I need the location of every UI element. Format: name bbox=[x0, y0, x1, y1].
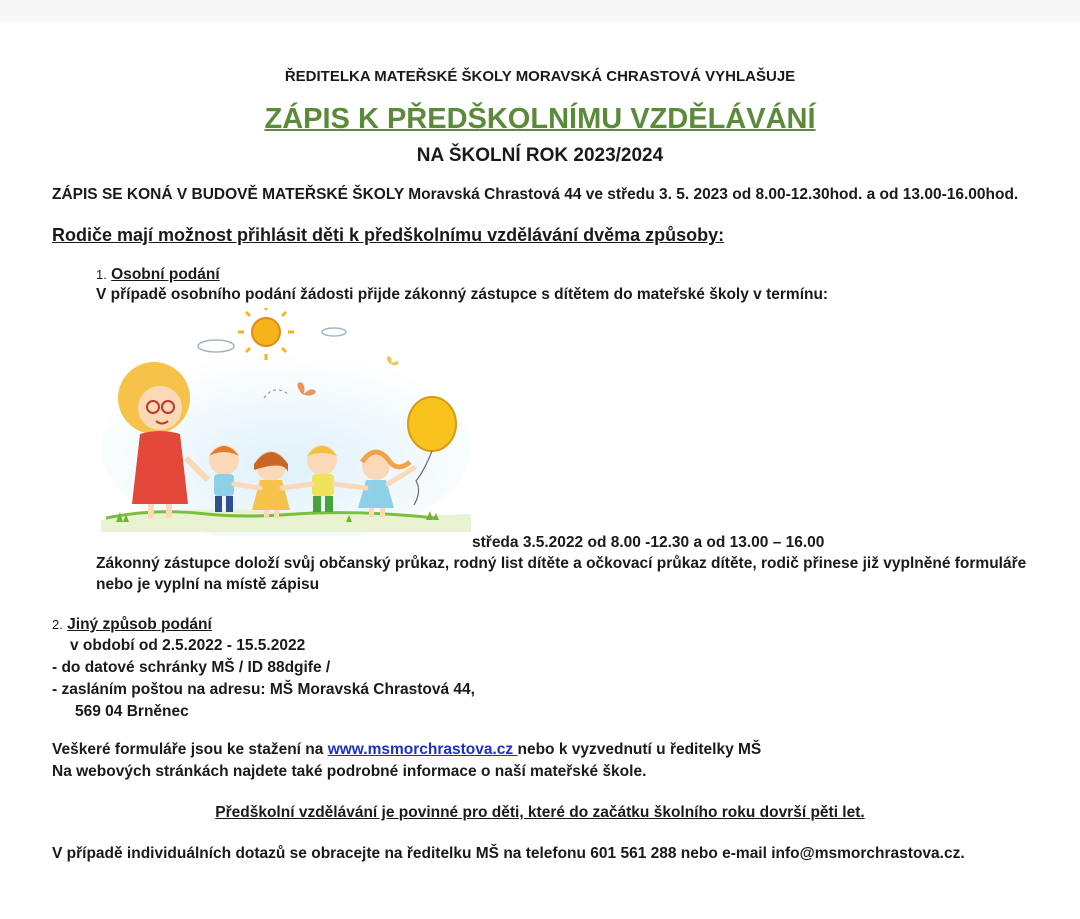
option1-docs-line2: nebo je vyplní na místě zápisu bbox=[96, 576, 320, 593]
option1-date: středa 3.5.2022 od 8.00 -12.30 a od 13.00 – 16.00 bbox=[472, 534, 825, 551]
option1-number: 1. bbox=[96, 267, 107, 282]
forms-prefix: Veškeré formuláře jsou ke stažení na bbox=[52, 741, 328, 758]
option1-intro: V případě osobního podání žádosti přijde zákonný zástupce s dítětem do mateřské školy v termínu: bbox=[96, 286, 829, 303]
option1-docs-line1: Zákonný zástupce doloží svůj občanský průkaz, rodný list dítěte a očkovací průkaz dítěte, rodič přinese již vyplněné formuláře bbox=[96, 555, 1027, 572]
venue-line bbox=[52, 186, 1018, 204]
option2-heading bbox=[52, 616, 212, 634]
option2-number: 2. bbox=[52, 617, 63, 632]
forms-suffix: nebo k vyzvednutí u ředitelky MŠ bbox=[517, 741, 762, 758]
website-link[interactable]: www.msmorchrastova.cz bbox=[327, 741, 518, 758]
mandatory-note: Předškolní vzdělávání je povinné pro děti, které do začátku školního roku dovrší pěti let. bbox=[215, 804, 865, 821]
page-title: ZÁPIS K PŘEDŠKOLNÍMU VZDĚLÁVÁNÍ bbox=[264, 103, 816, 135]
venue-detail: Moravská Chrastová 44 ve středu 3. 5. 2023 od 8.00-12.30hod. a od 13.00-16.00hod. bbox=[403, 186, 1019, 203]
forms-line bbox=[52, 741, 761, 759]
announcer-line: ŘEDITELKA MATEŘSKÉ ŠKOLY MORAVSKÁ CHRASTOVÁ VYHLAŠUJE bbox=[284, 68, 796, 85]
option2-databox: - do datové schránky MŠ / ID 88dgife / bbox=[52, 659, 331, 676]
option2-title: Jiný způsob podání bbox=[67, 616, 212, 633]
school-year: NA ŠKOLNÍ ROK 2023/2024 bbox=[416, 145, 664, 166]
top-strip bbox=[0, 0, 1080, 22]
option1-title: Osobní podání bbox=[111, 266, 220, 283]
option2-post: - zasláním poštou na adresu: MŠ Moravská Chrastová 44, bbox=[52, 681, 475, 698]
venue-label: ZÁPIS SE KONÁ V BUDOVĚ MATEŘSKÉ ŠKOLY bbox=[52, 186, 404, 203]
sun-icon bbox=[238, 308, 294, 360]
option1-heading bbox=[96, 266, 220, 284]
web-info-line: Na webových stránkách najdete také podrobné informace o naší mateřské škole. bbox=[52, 763, 647, 780]
children-illustration bbox=[96, 308, 476, 536]
option2-post-city: 569 04 Brněnec bbox=[75, 703, 189, 720]
contact-line: V případě individuálních dotazů se obracejte na ředitelku MŠ na telefonu 601 561 288 nebo e-mail info@msmorchrastova.cz. bbox=[52, 845, 965, 862]
options-heading: Rodiče mají možnost přihlásit děti k předškolnímu vzdělávání dvěma způsoby: bbox=[52, 225, 725, 245]
option2-period: v období od 2.5.2022 - 15.5.2022 bbox=[70, 637, 306, 654]
